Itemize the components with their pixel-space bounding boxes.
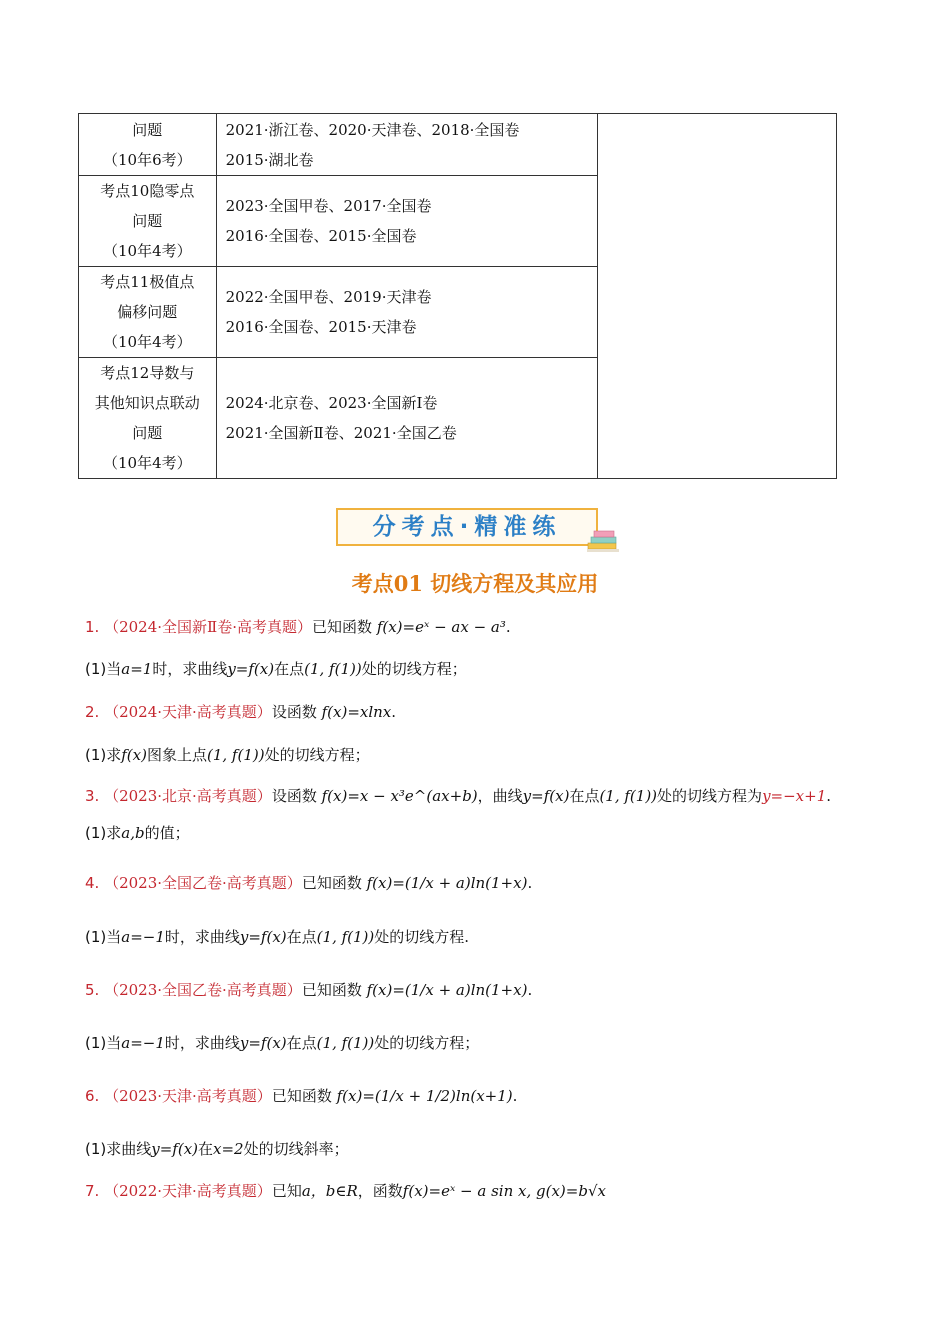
formula-answer: y=−x+1: [762, 787, 827, 805]
formula: x=2: [213, 1140, 244, 1158]
topic-line: 问题: [132, 120, 163, 139]
formula: (1, f(1)): [206, 746, 265, 764]
topic-line: 其他知识点联动: [94, 394, 200, 412]
question-5: [85, 979, 532, 1000]
formula: a,b: [121, 824, 145, 842]
question-text: 已知: [271, 1182, 302, 1200]
sub-question: [85, 822, 190, 843]
books-icon: [586, 529, 620, 555]
topic-line: 考点12导数与: [100, 364, 195, 382]
question-text: 时，求曲线: [164, 928, 240, 946]
question-text: 处的切线方程；: [374, 1034, 480, 1052]
sub-question: [85, 1138, 349, 1159]
formula: a=1: [121, 660, 153, 678]
formula: a，b∈R: [301, 1182, 358, 1200]
question-source: （2022·天津·高考真题）: [104, 1182, 272, 1200]
question-text: 时，求曲线: [152, 660, 228, 678]
question-number: 4.: [85, 874, 100, 892]
sub-question: [85, 926, 469, 947]
section-title: 考点01 切线方程及其应用: [351, 571, 599, 596]
formula: (1, f(1)): [316, 928, 375, 946]
topic-line: 考点11极值点: [100, 273, 195, 291]
question-text: 在点: [569, 787, 600, 805]
question-text: 已知函数: [301, 874, 362, 892]
topic-cell: [79, 176, 217, 267]
papers-cell: [216, 358, 598, 479]
question-text: 已知函数: [301, 981, 362, 999]
sub-question: [85, 744, 370, 765]
formula: (1, f(1)): [599, 787, 658, 805]
papers-line: 2021·全国新Ⅱ卷、2021·全国乙卷: [225, 424, 457, 442]
papers-cell: [216, 176, 598, 267]
formula: f(x)=eˣ − ax − a³: [376, 618, 506, 636]
question-number: 1.: [85, 618, 100, 636]
punct: .: [527, 874, 533, 892]
section-banner: 分考点·精准练: [336, 508, 598, 546]
formula: y=f(x): [522, 787, 570, 805]
question-text: 图象上点: [146, 746, 207, 764]
topic-line: 问题: [132, 424, 163, 442]
papers-cell: [216, 267, 598, 358]
question-7: [85, 1180, 606, 1201]
formula: (1, f(1)): [316, 1034, 375, 1052]
question-text: 处的切线方程；: [361, 660, 467, 678]
table-row: [79, 114, 837, 176]
sub-label: (1)求: [85, 746, 122, 764]
exam-table: [78, 113, 837, 479]
formula: y=f(x): [239, 1034, 287, 1052]
sub-label: (1)当: [85, 928, 122, 946]
question-text: 的值；: [144, 824, 190, 842]
sub-label: (1)当: [85, 1034, 122, 1052]
question-number: 7.: [85, 1182, 100, 1200]
formula: (1, f(1)): [304, 660, 362, 678]
question-text: ，曲线: [477, 787, 523, 805]
question-6: [85, 1085, 517, 1106]
formula: f(x)=eˣ − a sin x, g(x)=b√x: [402, 1182, 606, 1200]
question-text: 在: [198, 1140, 214, 1158]
topic-cell: [79, 358, 217, 479]
question-3: [85, 785, 831, 806]
papers-line: 2021·浙江卷、2020·天津卷、2018·全国卷: [225, 120, 520, 139]
sub-label: (1)求: [85, 824, 122, 842]
question-source: （2023·天津·高考真题）: [104, 1087, 272, 1105]
question-2: [85, 701, 396, 722]
question-text: 在点: [286, 1034, 317, 1052]
formula: f(x)=x − x³e^(ax+b): [321, 787, 478, 805]
punct: .: [826, 787, 832, 805]
formula: f(x)=(1/x + 1/2)ln(x+1): [336, 1087, 513, 1105]
sub-label: (1)求曲线: [85, 1140, 152, 1158]
question-text: 已知函数: [271, 1087, 332, 1105]
formula: y=f(x): [239, 928, 287, 946]
question-4: [85, 872, 532, 893]
question-text: 处的切线斜率；: [243, 1140, 349, 1158]
papers-line: 2015·湖北卷: [225, 150, 314, 169]
punct: .: [512, 1087, 518, 1105]
papers-line: 2016·全国卷、2015·天津卷: [225, 318, 417, 336]
formula: a=−1: [121, 928, 165, 946]
question-text: 时，求曲线: [164, 1034, 240, 1052]
question-text: 已知函数: [312, 618, 373, 636]
topic-line: （10年6考）: [102, 150, 192, 169]
question-text: 在点: [274, 660, 305, 678]
topic-line: （10年4考）: [102, 242, 192, 260]
sub-label: (1)当: [85, 660, 122, 678]
question-source: （2024·全国新Ⅱ卷·高考真题）: [104, 618, 313, 636]
papers-line: 2023·全国甲卷、2017·全国卷: [225, 197, 432, 215]
topic-cell: [79, 114, 217, 176]
question-source: （2023·全国乙卷·高考真题）: [104, 874, 302, 892]
question-source: （2024·天津·高考真题）: [104, 703, 272, 721]
question-text: 处的切线方程.: [374, 928, 470, 946]
topic-line: 考点10隐零点: [100, 182, 195, 200]
question-text: 处的切线方程；: [264, 746, 370, 764]
punct: .: [505, 618, 511, 636]
topic-line: 问题: [132, 212, 163, 230]
topic-cell: [79, 267, 217, 358]
papers-line: 2022·全国甲卷、2019·天津卷: [225, 288, 432, 306]
papers-cell: [216, 114, 598, 176]
question-1: [85, 616, 511, 637]
topic-line: （10年4考）: [102, 333, 192, 351]
question-text: 在点: [286, 928, 317, 946]
question-text: 设函数: [271, 787, 317, 805]
question-source: （2023·全国乙卷·高考真题）: [104, 981, 302, 999]
formula: f(x)=(1/x + a)ln(1+x): [366, 874, 528, 892]
question-number: 2.: [85, 703, 100, 721]
formula: a=−1: [121, 1034, 165, 1052]
papers-line: 2024·北京卷、2023·全国新Ⅰ卷: [225, 394, 438, 412]
formula: f(x)=xlnx: [321, 703, 392, 721]
question-text: 设函数: [271, 703, 317, 721]
punct: .: [527, 981, 533, 999]
question-number: 3.: [85, 787, 100, 805]
formula: f(x): [121, 746, 147, 764]
question-number: 5.: [85, 981, 100, 999]
question-source: （2023·北京·高考真题）: [104, 787, 272, 805]
question-text: ，函数: [357, 1182, 403, 1200]
formula: y=f(x): [227, 660, 275, 678]
question-text: 处的切线方程为: [657, 787, 763, 805]
sub-question: [85, 658, 467, 679]
topic-line: （10年4考）: [102, 454, 192, 472]
topic-line: 偏移问题: [117, 303, 178, 321]
punct: .: [391, 703, 397, 721]
papers-line: 2016·全国卷、2015·全国卷: [225, 227, 417, 245]
question-number: 6.: [85, 1087, 100, 1105]
blank-cell: [598, 114, 837, 479]
formula: y=f(x): [151, 1140, 199, 1158]
sub-question: [85, 1032, 479, 1053]
formula: f(x)=(1/x + a)ln(1+x): [366, 981, 528, 999]
